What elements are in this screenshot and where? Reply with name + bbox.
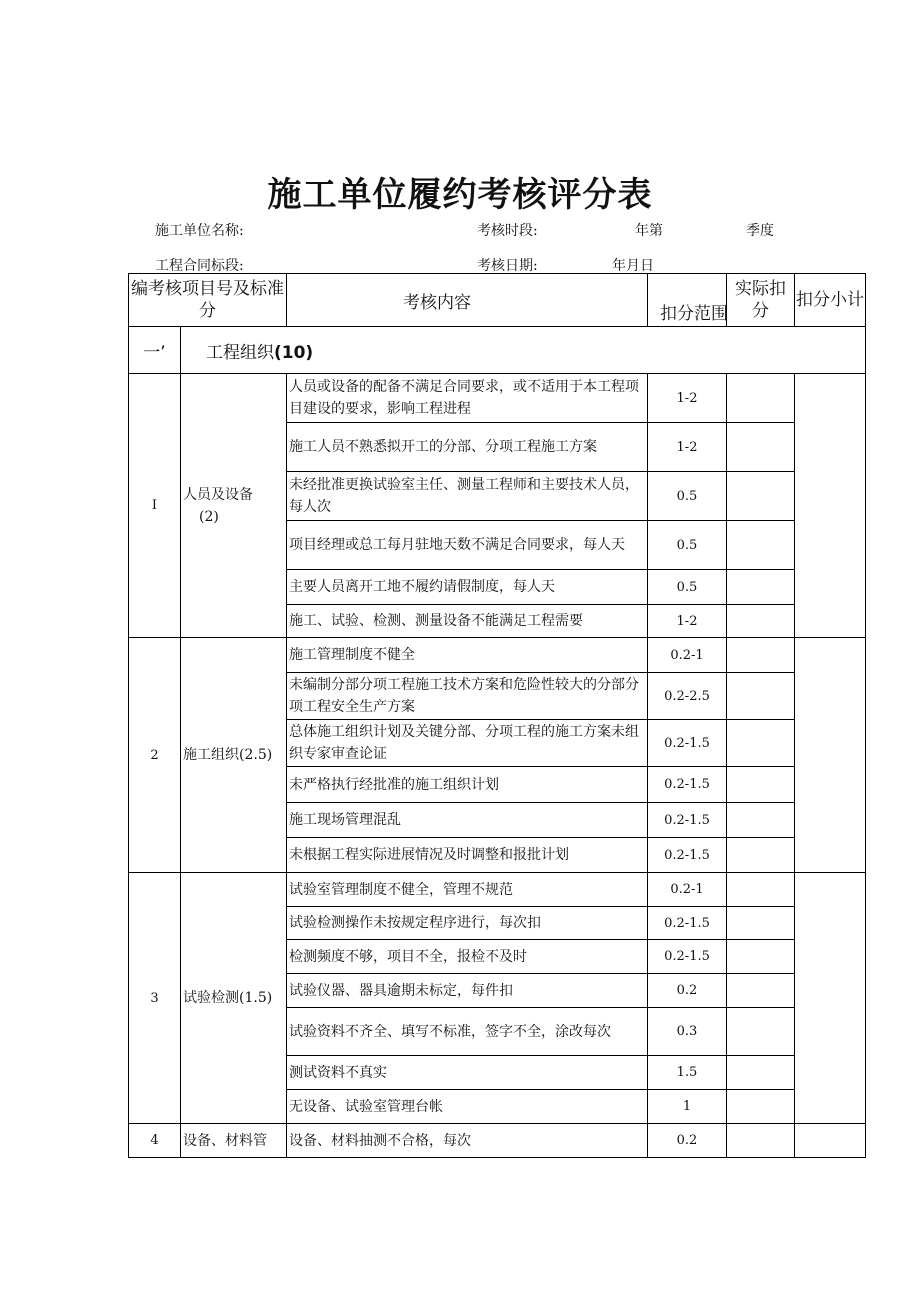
- range-cell: 0.2-1: [648, 638, 727, 673]
- item-name-cell: [181, 873, 287, 1124]
- section-number: 一’: [129, 327, 181, 374]
- actual-deduction-cell[interactable]: [727, 638, 795, 673]
- actual-deduction-cell[interactable]: [727, 605, 795, 638]
- content-cell: 主要人员离开工地不履约请假制度，每人天: [287, 570, 648, 605]
- actual-deduction-cell[interactable]: [727, 374, 795, 423]
- range-cell: 0.2-2.5: [648, 673, 727, 720]
- range-cell: 0.2: [648, 1124, 727, 1158]
- content-cell: 未严格执行经批准的施工组织计划: [287, 767, 648, 803]
- actual-deduction-cell[interactable]: [727, 803, 795, 838]
- header-actual: 实际扣分: [727, 274, 795, 327]
- date-value: 年月日: [612, 258, 654, 274]
- actual-deduction-cell[interactable]: [727, 423, 795, 472]
- content-cell: 施工、试验、检测、测量设备不能满足工程需要: [287, 605, 648, 638]
- actual-deduction-cell[interactable]: [727, 1124, 795, 1158]
- period-year-quarter: 年第: [635, 223, 663, 239]
- period-label: 考核时段:: [477, 223, 538, 239]
- range-cell: 0.3: [648, 1008, 727, 1056]
- range-cell: 1-2: [648, 374, 727, 423]
- section-label: 工程合同标段:: [155, 258, 244, 274]
- actual-deduction-cell[interactable]: [727, 570, 795, 605]
- unit-name-label: 施工单位名称:: [155, 223, 244, 239]
- content-cell: 试验室管理制度不健全，管理不规范: [287, 873, 648, 907]
- item-number: 3: [129, 873, 181, 1124]
- subtotal-cell[interactable]: [795, 374, 866, 638]
- content-cell: 试验仪器、器具逾期未标定，每件扣: [287, 974, 648, 1008]
- content-cell: 施工人员不熟悉拟开工的分部、分项工程施工方案: [287, 423, 648, 472]
- content-cell: 未经批准更换试验室主任、测量工程师和主要技术人员，每人次: [287, 472, 648, 521]
- content-cell: 人员或设备的配备不满足合同要求，或不适用于本工程项目建设的要求，影响工程进程: [287, 374, 648, 423]
- section-title: [181, 327, 866, 374]
- page-title: 施工单位履约考核评分表: [267, 175, 653, 215]
- item-score: (2): [199, 508, 219, 525]
- table-row: [129, 1124, 866, 1158]
- actual-deduction-cell[interactable]: [727, 720, 795, 767]
- content-cell: 测试资料不真实: [287, 1056, 648, 1090]
- range-cell: 0.2-1.5: [648, 907, 727, 940]
- range-cell: 0.2-1: [648, 873, 727, 907]
- section-row: [129, 327, 866, 374]
- range-cell: 0.2-1.5: [648, 720, 727, 767]
- actual-deduction-cell[interactable]: [727, 673, 795, 720]
- actual-deduction-cell[interactable]: [727, 940, 795, 974]
- item-name: 人员及设备: [183, 486, 253, 503]
- range-cell: 1-2: [648, 423, 727, 472]
- range-cell: 0.2: [648, 974, 727, 1008]
- item-number: I: [129, 374, 181, 638]
- period-quarter: 季度: [746, 223, 774, 239]
- actual-deduction-cell[interactable]: [727, 767, 795, 803]
- actual-deduction-cell[interactable]: [727, 1090, 795, 1124]
- actual-deduction-cell[interactable]: [727, 974, 795, 1008]
- range-cell: 0.5: [648, 472, 727, 521]
- actual-deduction-cell[interactable]: [727, 472, 795, 521]
- content-cell: 未根据工程实际进展情况及时调整和报批计划: [287, 838, 648, 873]
- content-cell: 项目经理或总工每月驻地天数不满足合同要求，每人天: [287, 521, 648, 570]
- item-number: 4: [129, 1124, 181, 1158]
- score-table: [128, 273, 866, 1158]
- content-cell: 试验资料不齐全、填写不标准，签字不全，涂改每次: [287, 1008, 648, 1056]
- content-cell: 设备、材料抽测不合格，每次: [287, 1124, 648, 1158]
- table-row: [129, 638, 866, 673]
- range-cell: 0.2-1.5: [648, 940, 727, 974]
- item-name-cell: [181, 1124, 287, 1158]
- header-item-standard: 编考核项目号及标准分: [129, 274, 287, 327]
- table-row: [129, 374, 866, 423]
- header-range-cell: [648, 274, 727, 327]
- subtotal-cell[interactable]: [795, 638, 866, 873]
- item-name: 试验检测(1.5): [183, 990, 273, 1006]
- content-cell: 施工管理制度不健全: [287, 638, 648, 673]
- section-score: (10): [274, 342, 314, 363]
- range-cell: 0.2-1.5: [648, 803, 727, 838]
- range-cell: 0.5: [648, 570, 727, 605]
- content-cell: 总体施工组织计划及关键分部、分项工程的施工方案未组织专家审查论证: [287, 720, 648, 767]
- section-name: 工程组织: [206, 342, 274, 363]
- actual-deduction-cell[interactable]: [727, 521, 795, 570]
- actual-deduction-cell[interactable]: [727, 907, 795, 940]
- subtotal-cell[interactable]: [795, 1124, 866, 1158]
- range-cell: 0.2-1.5: [648, 838, 727, 873]
- item-number: 2: [129, 638, 181, 873]
- content-cell: 无设备、试验室管理台帐: [287, 1090, 648, 1124]
- header-subtotal: 扣分小计: [795, 274, 866, 327]
- range-cell: 0.2-1.5: [648, 767, 727, 803]
- table-row: [129, 873, 866, 907]
- item-name-cell: [181, 638, 287, 873]
- item-name-cell: [181, 374, 287, 638]
- item-name: 施工组织(2.5): [183, 747, 273, 763]
- range-cell: 0.5: [648, 521, 727, 570]
- header-row: [129, 274, 866, 327]
- date-label: 考核日期:: [477, 258, 538, 274]
- content-cell: 检测频度不够，项目不全，报检不及时: [287, 940, 648, 974]
- header-content: 考核内容: [287, 274, 648, 327]
- actual-deduction-cell[interactable]: [727, 1056, 795, 1090]
- actual-deduction-cell[interactable]: [727, 1008, 795, 1056]
- actual-deduction-cell[interactable]: [727, 838, 795, 873]
- range-cell: 1.5: [648, 1056, 727, 1090]
- content-cell: 试验检测操作未按规定程序进行，每次扣: [287, 907, 648, 940]
- item-name: 设备、材料管: [183, 1132, 267, 1149]
- content-cell: 施工现场管理混乱: [287, 803, 648, 838]
- actual-deduction-cell[interactable]: [727, 873, 795, 907]
- range-cell: 1: [648, 1090, 727, 1124]
- content-cell: 未编制分部分项工程施工技术方案和危险性较大的分部分项工程安全生产方案: [287, 673, 648, 720]
- range-cell: 1-2: [648, 605, 727, 638]
- header-range: 扣分范围: [660, 304, 728, 324]
- subtotal-cell[interactable]: [795, 873, 866, 1124]
